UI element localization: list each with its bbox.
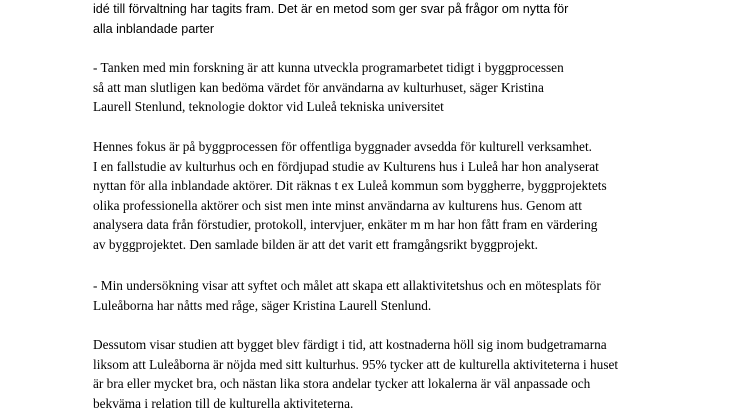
focus-paragraph [93, 137, 607, 255]
text-line: bekväma i relation till de kulturella aktiviteterna. [93, 395, 354, 411]
text-line: - Min undersökning visar att syftet och målet att skapa ett allaktivitetshus och en mötesplats för [93, 278, 601, 293]
quote-paragraph-1 [93, 58, 564, 117]
text-line: alla inblandade parter [93, 21, 215, 36]
text-line: idé till förvaltning har tagits fram. Det är en metod som ger svar på frågor om nytta för [93, 2, 569, 16]
text-line: I en fallstudie av kulturhus och en fördjupad studie av Kulturens hus i Luleå har hon analyserat [93, 158, 599, 174]
intro-paragraph [93, 0, 568, 39]
text-line: olika professionella aktörer och sist men inte minst användarna av kulturens hus. Genom att [93, 197, 582, 213]
text-line: är bra eller mycket bra, och nästan lika stora andelar tycker att lokalerna är väl anpassade och [93, 376, 591, 392]
text-line: analysera data från förstudier, protokoll, intervjuer, enkäter m m har hon fått fram en värdering [93, 217, 598, 233]
text-line: nyttan för alla inblandade aktörer. Dit räknas t ex Luleå kommun som byggherre, byggprojektets [93, 178, 607, 194]
quote-paragraph-2 [93, 276, 601, 315]
text-line: Dessutom visar studien att bygget blev färdigt i tid, att kostnaderna höll sig inom budgetramarna [93, 337, 607, 352]
results-paragraph [93, 335, 618, 413]
text-line: - Tanken med min forskning är att kunna utveckla programarbetet tidigt i byggprocessen [93, 60, 564, 75]
text-line: liksom att Luleåborna är nöjda med sitt kulturhus. 95% tycker att de kulturella aktiviteterna i huset [93, 356, 619, 372]
text-line: Hennes fokus är på byggprocessen för offentliga byggnader avsedda för kulturell verksamhet. [93, 139, 592, 154]
text-line: av byggprojektet. Den samlade bilden är att det varit ett framgångsrikt byggprojekt. [93, 236, 538, 252]
text-line: Laurell Stenlund, teknologie doktor vid Luleå tekniska universitet [93, 99, 444, 115]
text-line: så att man slutligen kan bedöma värdet för användarna av kulturhuset, säger Kristina [93, 79, 544, 95]
text-line: Luleåborna har nåtts med råge, säger Kristina Laurell Stenlund. [93, 297, 432, 313]
